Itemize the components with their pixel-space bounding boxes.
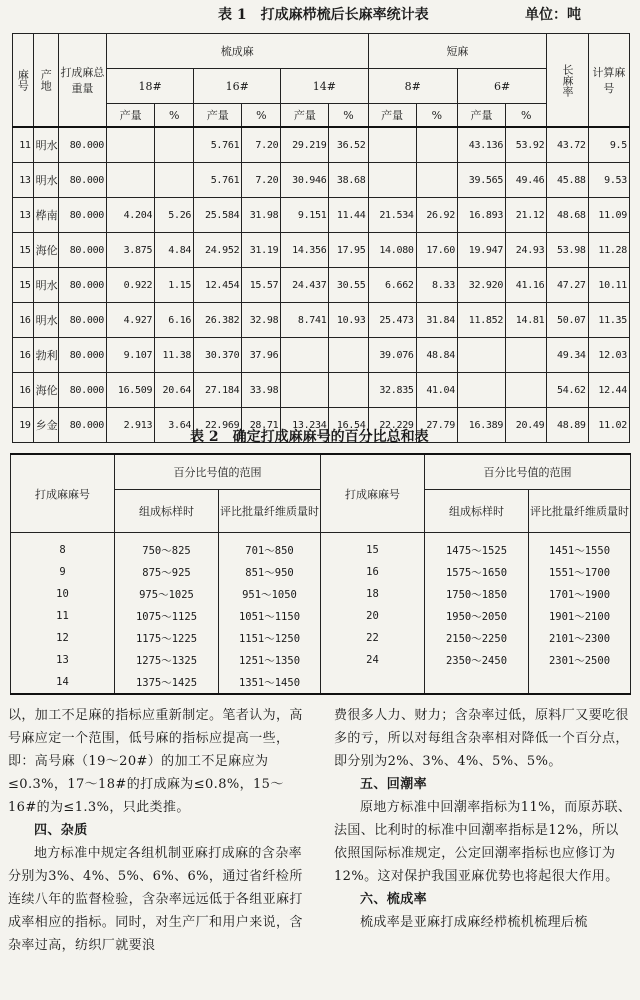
table-cell-js: 9.53 xyxy=(588,163,629,198)
table-cell-g18c: 0.922 xyxy=(107,268,155,303)
table-cell-g18c: 2.913 xyxy=(107,408,155,443)
table-cell-g6c: 16.389 xyxy=(457,408,505,443)
table-cell-g8p: 26.92 xyxy=(416,198,457,233)
table-cell-mahao: 13 xyxy=(13,198,34,233)
table-cell-g8p: 17.60 xyxy=(416,233,457,268)
table-cell-g14c: 29.219 xyxy=(281,127,329,163)
table-cell-f: 2101～2300 xyxy=(529,627,631,649)
t2-header-batch: 评比批量纤维质量时 xyxy=(219,490,321,533)
table-cell-g6c xyxy=(457,373,505,408)
table-cell-g8c: 32.835 xyxy=(368,373,416,408)
table-cell-g6p xyxy=(506,373,547,408)
table-cell-g16p: 33.98 xyxy=(242,373,281,408)
table-cell-mahao: 15 xyxy=(13,268,34,303)
table-cell-clv: 54.62 xyxy=(547,373,588,408)
header-mahao: 麻号 xyxy=(13,34,34,128)
table-cell-clv: 43.72 xyxy=(547,127,588,163)
table1-unit: 单位：吨 xyxy=(525,7,581,23)
table-cell-mahao: 13 xyxy=(13,163,34,198)
table-cell-e: 1750～1850 xyxy=(425,583,529,605)
table-cell-f: 1901～2100 xyxy=(529,605,631,627)
table-row xyxy=(11,561,631,583)
header-short: 短麻 xyxy=(368,34,547,69)
table-cell-g6p: 20.49 xyxy=(506,408,547,443)
table-cell-c: 1251～1350 xyxy=(219,649,321,671)
table-cell-g18p xyxy=(155,163,194,198)
table-cell-mahao: 16 xyxy=(13,303,34,338)
table-cell-g16c: 26.382 xyxy=(194,303,242,338)
table-cell-js: 11.28 xyxy=(588,233,629,268)
table-cell-g6p: 21.12 xyxy=(506,198,547,233)
header-grade-14: 14# xyxy=(281,69,368,104)
t2-header-sample: 组成标样时 xyxy=(115,490,219,533)
header-long-ratio: 长麻率 xyxy=(547,34,588,128)
table-cell-g14c: 30.946 xyxy=(281,163,329,198)
table-cell-g16c: 30.370 xyxy=(194,338,242,373)
table-cell-g18p: 3.64 xyxy=(155,408,194,443)
table-cell-g8p: 41.04 xyxy=(416,373,457,408)
table-row xyxy=(11,649,631,671)
table-cell-g14p: 36.52 xyxy=(329,127,368,163)
table-cell-g6p: 41.16 xyxy=(506,268,547,303)
table-cell-e: 2150～2250 xyxy=(425,627,529,649)
header-percent: % xyxy=(329,104,368,128)
table-cell-g6p xyxy=(506,338,547,373)
table-cell-g8c xyxy=(368,163,416,198)
table-cell-g14p: 17.95 xyxy=(329,233,368,268)
table-cell-g8c: 6.662 xyxy=(368,268,416,303)
table-cell-f: 1451～1550 xyxy=(529,533,631,562)
table-cell-chandi: 勃利 xyxy=(33,338,58,373)
table-cell-g18c: 9.107 xyxy=(107,338,155,373)
table-cell-g14c: 8.741 xyxy=(281,303,329,338)
t2-header-sample: 组成标样时 xyxy=(425,490,529,533)
table-cell-a: 13 xyxy=(11,649,115,671)
table-cell-clv: 48.89 xyxy=(547,408,588,443)
header-grade-8: 8# xyxy=(368,69,457,104)
table-cell-g14p: 10.93 xyxy=(329,303,368,338)
table-cell-b: 1075～1125 xyxy=(115,605,219,627)
table-cell-g16p: 7.20 xyxy=(242,163,281,198)
table-cell-g6c: 32.920 xyxy=(457,268,505,303)
header-grade-6: 6# xyxy=(457,69,546,104)
table-row xyxy=(13,198,630,233)
table-row xyxy=(11,671,631,694)
table-cell-g14c: 13.234 xyxy=(281,408,329,443)
t2-header-grade: 打成麻麻号 xyxy=(321,454,425,533)
table-row xyxy=(13,268,630,303)
table-cell-g6c: 19.947 xyxy=(457,233,505,268)
table-cell-d: 16 xyxy=(321,561,425,583)
paragraph: 以，加工不足麻的指标应重新制定。笔者认为，高号麻应定一个范围，低号麻的指标应提高一些，即：高号麻（19～20#）的加工不足麻应为≤0.3%，17～18#的打成麻为≤0.8%，15～16#的为≤1.3%，只此类推。 xyxy=(8,708,303,815)
table-cell-g8p: 31.84 xyxy=(416,303,457,338)
table-cell-mahao: 15 xyxy=(13,233,34,268)
table-cell-c: 1051～1150 xyxy=(219,605,321,627)
paragraph: 原地方标准中回潮率指标为11%，而原苏联、法国、比利时的标准中回潮率指标是12%，所以依照国际标准规定，公定回潮率指标也应修订为12%。这对保护我国亚麻优势也将起很大作用。 xyxy=(334,800,632,884)
table-cell-g18p: 11.38 xyxy=(155,338,194,373)
table2-caption: 表 2 确定打成麻麻号的百分比总和表 xyxy=(190,429,429,445)
table-cell-b: 975～1025 xyxy=(115,583,219,605)
table-cell-chandi: 明水 xyxy=(33,127,58,163)
table-cell-zl: 80.000 xyxy=(58,163,106,198)
table-cell-g16c: 22.969 xyxy=(194,408,242,443)
table-cell-g6c: 16.893 xyxy=(457,198,505,233)
table-cell-f: 1551～1700 xyxy=(529,561,631,583)
table-cell-e: 1950～2050 xyxy=(425,605,529,627)
table-cell-js: 11.35 xyxy=(588,303,629,338)
table-cell-e: 2350～2450 xyxy=(425,649,529,671)
table-row xyxy=(11,627,631,649)
table-cell-js: 11.02 xyxy=(588,408,629,443)
table-cell-f xyxy=(529,671,631,694)
table-row xyxy=(13,233,630,268)
table-cell-chandi: 海伦 xyxy=(33,233,58,268)
table1-caption: 表 1 打成麻栉梳后长麻率统计表 xyxy=(218,7,429,23)
table-cell-zl: 80.000 xyxy=(58,373,106,408)
table-cell-g8p xyxy=(416,163,457,198)
table-cell-g18p xyxy=(155,127,194,163)
table-cell-d: 15 xyxy=(321,533,425,562)
section-heading: 六、梳成率 xyxy=(360,892,428,907)
table2 xyxy=(10,453,631,695)
table-cell-zl: 80.000 xyxy=(58,303,106,338)
table-cell-zl: 80.000 xyxy=(58,268,106,303)
table-cell-g6p: 53.92 xyxy=(506,127,547,163)
table-cell-g6p: 14.81 xyxy=(506,303,547,338)
table-cell-e: 1475～1525 xyxy=(425,533,529,562)
table-cell-g6c: 11.852 xyxy=(457,303,505,338)
table-cell-g14c: 14.356 xyxy=(281,233,329,268)
table-cell-g18p: 20.64 xyxy=(155,373,194,408)
table-cell-g6p: 24.93 xyxy=(506,233,547,268)
header-percent: % xyxy=(416,104,457,128)
table-cell-g8c: 14.080 xyxy=(368,233,416,268)
table-cell-g6c xyxy=(457,338,505,373)
table-row xyxy=(11,583,631,605)
table-cell-g14p: 16.54 xyxy=(329,408,368,443)
table-cell-g16p: 15.57 xyxy=(242,268,281,303)
table-cell-zl: 80.000 xyxy=(58,198,106,233)
table-cell-d: 20 xyxy=(321,605,425,627)
table-cell-g14p xyxy=(329,338,368,373)
table-cell-g16c: 5.761 xyxy=(194,163,242,198)
table-cell-d xyxy=(321,671,425,694)
table-row xyxy=(13,163,630,198)
table-row xyxy=(13,373,630,408)
table-cell-a: 12 xyxy=(11,627,115,649)
header-percent: % xyxy=(242,104,281,128)
table-cell-g18c: 4.204 xyxy=(107,198,155,233)
table-cell-chandi: 海伦 xyxy=(33,373,58,408)
table-cell-zl: 80.000 xyxy=(58,338,106,373)
table-cell-b: 1275～1325 xyxy=(115,649,219,671)
table-cell-mahao: 19 xyxy=(13,408,34,443)
table-cell-g14p: 11.44 xyxy=(329,198,368,233)
table-row xyxy=(13,338,630,373)
t2-header-range: 百分比号值的范围 xyxy=(115,454,321,490)
table-cell-g16c: 24.952 xyxy=(194,233,242,268)
table-cell-g16p: 31.19 xyxy=(242,233,281,268)
table-cell-a: 9 xyxy=(11,561,115,583)
table-cell-g18c: 3.875 xyxy=(107,233,155,268)
table-cell-g8p xyxy=(416,127,457,163)
table-cell-g18p: 1.15 xyxy=(155,268,194,303)
table-cell-g18p: 4.84 xyxy=(155,233,194,268)
table1 xyxy=(12,33,630,443)
table-cell-a: 8 xyxy=(11,533,115,562)
table-cell-g16p: 7.20 xyxy=(242,127,281,163)
table-cell-zl: 80.000 xyxy=(58,233,106,268)
table-cell-mahao: 16 xyxy=(13,338,34,373)
table-cell-clv: 50.07 xyxy=(547,303,588,338)
table-cell-js: 12.44 xyxy=(588,373,629,408)
table-cell-chandi: 明水 xyxy=(33,303,58,338)
table-cell-g18c xyxy=(107,127,155,163)
header-output: 产量 xyxy=(194,104,242,128)
table-cell-a: 11 xyxy=(11,605,115,627)
table-cell-g6c: 39.565 xyxy=(457,163,505,198)
table-cell-g8p: 8.33 xyxy=(416,268,457,303)
t2-header-grade: 打成麻麻号 xyxy=(11,454,115,533)
table-cell-g8p: 27.79 xyxy=(416,408,457,443)
table-cell-chandi: 明水 xyxy=(33,163,58,198)
table-cell-g14p: 38.68 xyxy=(329,163,368,198)
paragraph: 梳成率是亚麻打成麻经栉梳机梳理后梳 xyxy=(360,915,588,930)
paragraph: 地方标准中规定各组机制亚麻打成麻的含杂率分别为3%、4%、5%、6%、6%，通过省纤检所连续八年的监督检验，含杂率远远低于各组亚麻打成率相应的指标。同时，对生产厂和用户来说，含杂率过高，纺织厂就要浪 xyxy=(8,846,303,953)
header-chandi: 产地 xyxy=(33,34,58,128)
table-cell-d: 24 xyxy=(321,649,425,671)
table-cell-g8p: 48.84 xyxy=(416,338,457,373)
table-cell-g8c: 21.534 xyxy=(368,198,416,233)
table-cell-g18c xyxy=(107,163,155,198)
header-grade-16: 16# xyxy=(194,69,281,104)
table-cell-chandi: 明水 xyxy=(33,268,58,303)
header-output: 产量 xyxy=(107,104,155,128)
table-cell-g6p: 49.46 xyxy=(506,163,547,198)
table-cell-d: 22 xyxy=(321,627,425,649)
table-cell-chandi: 乡金 xyxy=(33,408,58,443)
section-heading: 四、杂质 xyxy=(34,823,88,838)
table-cell-c: 851～950 xyxy=(219,561,321,583)
table-cell-b: 1375～1425 xyxy=(115,671,219,694)
header-percent: % xyxy=(506,104,547,128)
table-cell-js: 11.09 xyxy=(588,198,629,233)
table-cell-f: 1701～1900 xyxy=(529,583,631,605)
table-cell-c: 951～1050 xyxy=(219,583,321,605)
table-cell-mahao: 11 xyxy=(13,127,34,163)
table-row xyxy=(13,303,630,338)
table-cell-g18p: 5.26 xyxy=(155,198,194,233)
table-cell-zl: 80.000 xyxy=(58,127,106,163)
table-cell-g16p: 31.98 xyxy=(242,198,281,233)
table-cell-b: 1175～1225 xyxy=(115,627,219,649)
table-row xyxy=(11,533,631,562)
table-cell-js: 12.03 xyxy=(588,338,629,373)
table-cell-chandi: 桦南 xyxy=(33,198,58,233)
table-cell-e xyxy=(425,671,529,694)
table-cell-clv: 45.88 xyxy=(547,163,588,198)
table-cell-js: 9.5 xyxy=(588,127,629,163)
header-total-weight: 打成麻总重量 xyxy=(58,34,106,128)
text-column-right xyxy=(334,704,632,934)
table-cell-b: 875～925 xyxy=(115,561,219,583)
table-cell-g8c: 25.473 xyxy=(368,303,416,338)
table-cell-zl: 80.000 xyxy=(58,408,106,443)
table-cell-g14p xyxy=(329,373,368,408)
table-cell-g16p: 32.98 xyxy=(242,303,281,338)
table-cell-c: 1151～1250 xyxy=(219,627,321,649)
table-cell-a: 10 xyxy=(11,583,115,605)
table-cell-b: 750～825 xyxy=(115,533,219,562)
table-cell-g16c: 12.454 xyxy=(194,268,242,303)
t2-header-range: 百分比号值的范围 xyxy=(425,454,631,490)
table-cell-g16c: 27.184 xyxy=(194,373,242,408)
table-cell-clv: 49.34 xyxy=(547,338,588,373)
text-column-left xyxy=(8,704,306,957)
table-cell-e: 1575～1650 xyxy=(425,561,529,583)
table-row xyxy=(13,127,630,163)
table-cell-js: 10.11 xyxy=(588,268,629,303)
table-cell-clv: 48.68 xyxy=(547,198,588,233)
table-cell-f: 2301～2500 xyxy=(529,649,631,671)
table-cell-g16p: 37.96 xyxy=(242,338,281,373)
paragraph: 费很多人力、财力；含杂率过低，原料厂又要吃很多的亏，所以对每组含杂率相对降低一个百分点，即分别为2%、3%、4%、5%、5%。 xyxy=(334,708,629,769)
table-cell-g16c: 25.584 xyxy=(194,198,242,233)
table-cell-c: 1351～1450 xyxy=(219,671,321,694)
header-output: 产量 xyxy=(457,104,505,128)
table-cell-g14c: 24.437 xyxy=(281,268,329,303)
t2-header-batch: 评比批量纤维质量时 xyxy=(529,490,631,533)
header-output: 产量 xyxy=(368,104,416,128)
header-grade-18: 18# xyxy=(107,69,194,104)
header-output: 产量 xyxy=(281,104,329,128)
table-cell-g16p: 28.71 xyxy=(242,408,281,443)
table-cell-g18p: 6.16 xyxy=(155,303,194,338)
table-cell-g14p: 30.55 xyxy=(329,268,368,303)
table-cell-g8c: 39.076 xyxy=(368,338,416,373)
table-cell-g14c xyxy=(281,338,329,373)
table-cell-g18c: 4.927 xyxy=(107,303,155,338)
header-combed: 梳成麻 xyxy=(107,34,368,69)
table-cell-a: 14 xyxy=(11,671,115,694)
table-cell-g14c xyxy=(281,373,329,408)
table-cell-clv: 53.98 xyxy=(547,233,588,268)
table-cell-clv: 47.27 xyxy=(547,268,588,303)
header-calc-grade: 计算麻号 xyxy=(588,34,629,128)
table-cell-mahao: 16 xyxy=(13,373,34,408)
table-cell-d: 18 xyxy=(321,583,425,605)
table-row xyxy=(11,605,631,627)
table-cell-g14c: 9.151 xyxy=(281,198,329,233)
table-cell-c: 701～850 xyxy=(219,533,321,562)
table-cell-g8c: 22.229 xyxy=(368,408,416,443)
table-cell-g18c: 16.509 xyxy=(107,373,155,408)
table-cell-g16c: 5.761 xyxy=(194,127,242,163)
table-cell-g8c xyxy=(368,127,416,163)
section-heading: 五、回潮率 xyxy=(360,777,428,792)
header-percent: % xyxy=(155,104,194,128)
table-cell-g6c: 43.136 xyxy=(457,127,505,163)
